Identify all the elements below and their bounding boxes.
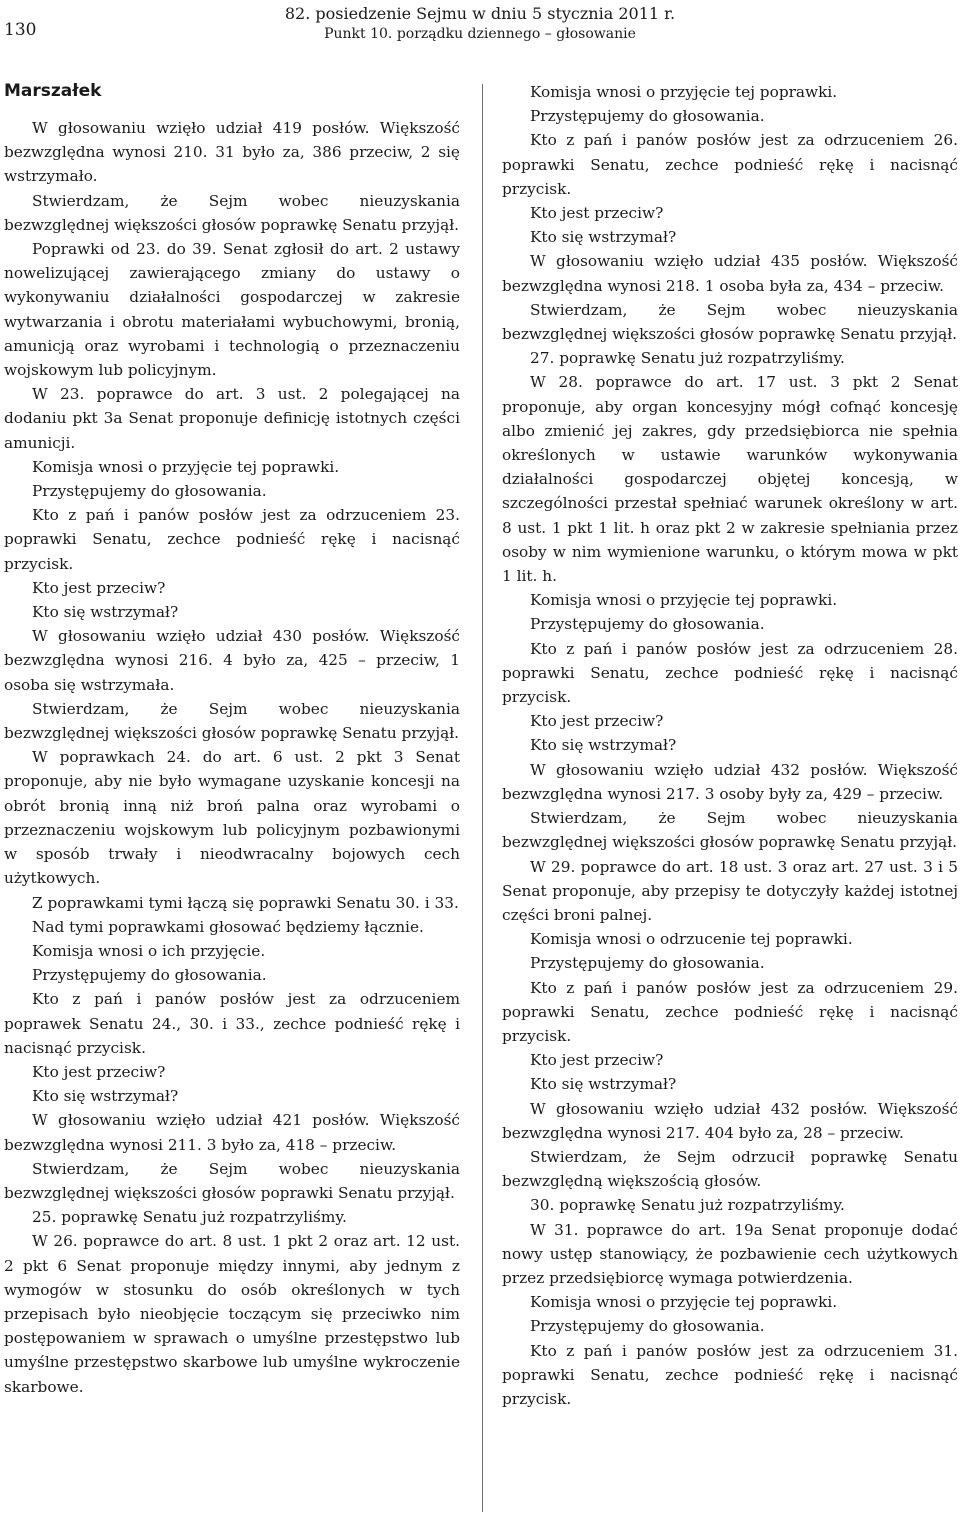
transcript-paragraph: W 29. poprawce do art. 18 ust. 3 oraz art. 27 ust. 3 i 5 Senat proponuje, aby przepisy te dotyczyły każdej istotnej części broni palnej. [502, 857, 958, 924]
transcript-paragraph: Poprawki od 23. do 39. Senat zgłosił do art. 2 ustawy nowelizującej zawierającego zmiany do ustawy o wykonywaniu działalności gospodarczej w zakresie wytwarzania i obrotu materiałami wybuchowymi, bronią, amunicją oraz wyrobami i technologią o przeznaczeniu wojskowym lub policyjnym. [4, 240, 460, 380]
transcript-paragraph: Kto się wstrzymał? [530, 736, 677, 755]
transcript-paragraph: Kto z pań i panów posłów jest za odrzuceniem 29. poprawki Senatu, zechce podnieść rękę i nacisnąć przycisk. [502, 978, 958, 1045]
transcript-paragraph: Przystępujemy do głosowania. [530, 107, 765, 126]
session-title: 82. posiedzenie Sejmu w dniu 5 stycznia 2011 r. [284, 4, 676, 23]
transcript-paragraph: Kto z pań i panów posłów jest za odrzuceniem 28. poprawki Senatu, zechce podnieść rękę i nacisnąć przycisk. [502, 639, 958, 707]
transcript-paragraph: Komisja wnosi o odrzucenie tej poprawki. [530, 930, 853, 949]
transcript-paragraph: W poprawkach 24. do art. 6 ust. 2 pkt 3 Senat proponuje, aby nie było wymagane uzyskanie koncesji na obrót bronią inną niż broń palna oraz wyrobami o przeznaczeniu wojskowym lub policyjnym pozbawionymi w sposób trwały i nieodwracalny bojowych cech użytkowych. [4, 748, 460, 888]
transcript-paragraph: Kto się wstrzymał? [32, 603, 179, 622]
transcript-paragraph: Komisja wnosi o przyjęcie tej poprawki. [530, 591, 838, 610]
transcript-paragraph: W głosowaniu wzięło udział 430 posłów. Większość bezwzględna wynosi 216. 4 było za, 425 – przeciw, 1 osoba się wstrzymała. [4, 627, 460, 694]
transcript-paragraph: Przystępujemy do głosowania. [530, 1317, 765, 1336]
transcript-paragraph: Przystępujemy do głosowania. [32, 966, 267, 985]
left-column [4, 80, 460, 1399]
transcript-paragraph: Kto z pań i panów posłów jest za odrzuceniem 31. poprawki Senatu, zechce podnieść rękę i nacisnąć przycisk. [502, 1341, 958, 1408]
transcript-paragraph: Kto z pań i panów posłów jest za odrzuceniem 26. poprawki Senatu, zechce podnieść rękę i nacisnąć przycisk. [502, 131, 958, 198]
transcript-paragraph: W 26. poprawce do art. 8 ust. 1 pkt 2 oraz art. 12 ust. 2 pkt 6 Senat proponuje między innymi, aby jednym z wymogów w stosunku do osób określonych w tych przepisach było nieobjęcie toczącym się przeciwko nim postępowaniem w sprawach o umyślne przestępstwo lub umyślne przestępstwo skarbowe lub umyślne wykroczenie skarbowe. [4, 1232, 460, 1396]
transcript-paragraph: Komisja wnosi o przyjęcie tej poprawki. [530, 1293, 838, 1312]
transcript-paragraph: 27. poprawkę Senatu już rozpatrzyliśmy. [530, 349, 845, 368]
transcript-paragraph: Nad tymi poprawkami głosować będziemy łącznie. [32, 917, 424, 936]
transcript-paragraph: Stwierdzam, że Sejm wobec nieuzyskania bezwzględnej większości głosów poprawki Senatu przyjął. [4, 1159, 460, 1202]
transcript-paragraph: Kto jest przeciw? [530, 204, 664, 223]
transcript-paragraph: Przystępujemy do głosowania. [530, 615, 765, 634]
transcript-paragraph: W głosowaniu wzięło udział 432 posłów. Większość bezwzględna wynosi 217. 3 osoby były za, 429 – przeciw. [502, 760, 958, 803]
transcript-paragraph: Komisja wnosi o ich przyjęcie. [32, 941, 266, 960]
page-number: 130 [4, 20, 37, 40]
column-divider [482, 84, 483, 1512]
transcript-paragraph: W głosowaniu wzięło udział 435 posłów. Większość bezwzględna wynosi 218. 1 osoba była za, 434 – przeciw. [502, 252, 958, 295]
transcript-paragraph: Komisja wnosi o przyjęcie tej poprawki. [32, 457, 340, 476]
speaker-name: Marszałek [4, 81, 102, 101]
transcript-paragraph: Przystępujemy do głosowania. [530, 954, 765, 973]
transcript-paragraph: W głosowaniu wzięło udział 419 posłów. Większość bezwzględna wynosi 210. 31 było za, 386 przeciw, 2 się wstrzymało. [4, 119, 460, 186]
transcript-paragraph: W głosowaniu wzięło udział 432 posłów. Większość bezwzględna wynosi 217. 404 było za, 28 – przeciw. [502, 1099, 958, 1142]
agenda-subtitle: Punkt 10. porządku dziennego – głosowanie [324, 26, 636, 42]
page-header [0, 0, 960, 52]
right-column [502, 80, 958, 1411]
transcript-paragraph: Kto jest przeciw? [32, 578, 166, 597]
transcript-paragraph: W głosowaniu wzięło udział 421 posłów. Większość bezwzględna wynosi 211. 3 było za, 418 – przeciw. [4, 1111, 460, 1154]
transcript-paragraph: Kto z pań i panów posłów jest za odrzuceniem 23. poprawki Senatu, zechce podnieść rękę i nacisnąć przycisk. [4, 506, 460, 573]
transcript-paragraph: Kto się wstrzymał? [530, 1075, 677, 1094]
transcript-paragraph: Komisja wnosi o przyjęcie tej poprawki. [530, 83, 838, 101]
transcript-paragraph: Kto się wstrzymał? [530, 228, 677, 247]
transcript-paragraph: Przystępujemy do głosowania. [32, 482, 267, 501]
transcript-paragraph: W 28. poprawce do art. 17 ust. 3 pkt 2 Senat proponuje, aby organ koncesyjny mógł cofnąć koncesję albo zmienić jej zakres, gdy przedsiębiorca nie spełnia określonych w ustawie warunków wykonywania działalności gospodarczej objętej koncesją, w szczególności przestał spełniać warunek określony w art. 8 ust. 1 pkt 1 lit. h oraz pkt 2 w zakresie spełniania przez osoby w nim wymienione warunku, o którym mowa w pkt 1 lit. h. [502, 373, 958, 586]
transcript-paragraph: W 31. poprawce do art. 19a Senat proponuje dodać nowy ustęp stanowiący, że pozbawienie cech użytkowych przez przedsiębiorcę wymaga potwierdzenia. [502, 1220, 958, 1287]
transcript-paragraph: Kto jest przeciw? [530, 1051, 664, 1070]
transcript-paragraph: Z poprawkami tymi łączą się poprawki Senatu 30. i 33. [32, 893, 459, 912]
transcript-paragraph: Kto się wstrzymał? [32, 1087, 179, 1106]
transcript-paragraph: Stwierdzam, że Sejm wobec nieuzyskania bezwzględnej większości głosów poprawkę Senatu przyjął. [4, 699, 460, 743]
transcript-paragraph: Stwierdzam, że Sejm wobec nieuzyskania bezwzględnej większości głosów poprawkę Senatu przyjął. [4, 191, 460, 234]
transcript-paragraph: 25. poprawkę Senatu już rozpatrzyliśmy. [32, 1208, 347, 1227]
transcript-paragraph: Kto z pań i panów posłów jest za odrzuceniem poprawek Senatu 24., 30. i 33., zechce podnieść rękę i nacisnąć przycisk. [4, 990, 460, 1057]
transcript-paragraph: W 23. poprawce do art. 3 ust. 2 polegającej na dodaniu pkt 3a Senat proponuje definicję istotnych części amunicji. [4, 385, 460, 452]
transcript-paragraph: Stwierdzam, że Sejm odrzucił poprawkę Senatu bezwzględną większością głosów. [502, 1147, 958, 1191]
transcript-paragraph: Kto jest przeciw? [32, 1062, 166, 1081]
transcript-paragraph: Kto jest przeciw? [530, 712, 664, 731]
transcript-paragraph: Stwierdzam, że Sejm wobec nieuzyskania bezwzględnej większości głosów poprawkę Senatu przyjął. [502, 300, 958, 344]
transcript-paragraph: Stwierdzam, że Sejm wobec nieuzyskania bezwzględnej większości głosów poprawkę Senatu przyjął. [502, 809, 958, 852]
transcript-paragraph: 30. poprawkę Senatu już rozpatrzyliśmy. [530, 1196, 845, 1215]
